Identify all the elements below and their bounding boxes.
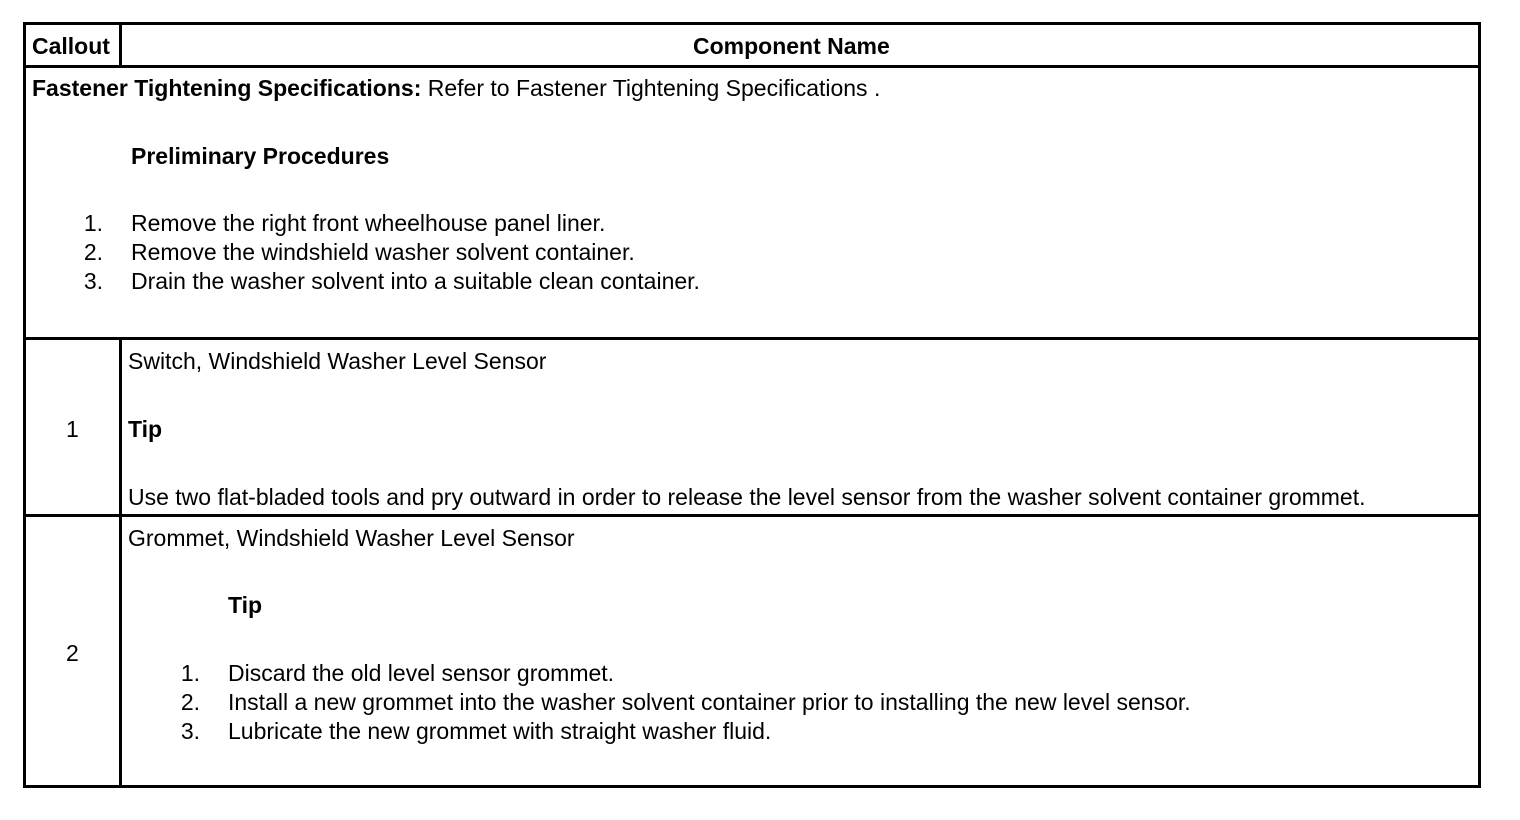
intro-step-number: 3. <box>83 268 103 294</box>
component-name: Switch, Windshield Washer Level Sensor <box>128 348 547 374</box>
fastener-spec-line <box>32 77 880 100</box>
preliminary-procedures-heading: Preliminary Procedures <box>131 143 390 169</box>
row-1-divider <box>119 337 122 515</box>
header-divider <box>119 25 122 65</box>
row-2-step-text: Lubricate the new grommet with straight washer fluid. <box>228 718 772 744</box>
intro-step-text: Remove the windshield washer solvent container. <box>131 239 635 265</box>
component-name-column-header: Component Name <box>693 33 890 59</box>
callout-number: 1 <box>66 416 79 442</box>
row-2-step-number: 2. <box>180 689 200 715</box>
header-bottom-border <box>26 65 1478 68</box>
row-2-step-text: Discard the old level sensor grommet. <box>228 660 615 686</box>
intro-step-number: 2. <box>83 239 103 265</box>
tip-heading: Tip <box>128 416 163 442</box>
tip-heading: Tip <box>228 592 263 618</box>
row-1-bottom-border <box>26 514 1478 517</box>
row-2-step-number: 3. <box>180 718 200 744</box>
procedure-table <box>23 22 1481 788</box>
callout-number: 2 <box>66 640 79 666</box>
row-2-step-text: Install a new grommet into the washer solvent container prior to installing the new level sensor. <box>228 689 1191 715</box>
intro-step-number: 1. <box>83 210 103 236</box>
callout-column-header: Callout <box>32 33 110 59</box>
fastener-spec-text: Refer to Fastener Tightening Specifications . <box>427 75 881 101</box>
fastener-spec-label: Fastener Tightening Specifications: <box>32 75 422 101</box>
component-name: Grommet, Windshield Washer Level Sensor <box>128 525 575 551</box>
tip-text: Use two flat-bladed tools and pry outward in order to release the level sensor from the washer solvent container grommet. <box>128 484 1366 510</box>
row-2-divider <box>119 514 122 786</box>
intro-step-text: Drain the washer solvent into a suitable clean container. <box>131 268 700 294</box>
intro-step-text: Remove the right front wheelhouse panel liner. <box>131 210 606 236</box>
row-2-step-number: 1. <box>180 660 200 686</box>
intro-bottom-border <box>26 337 1478 340</box>
